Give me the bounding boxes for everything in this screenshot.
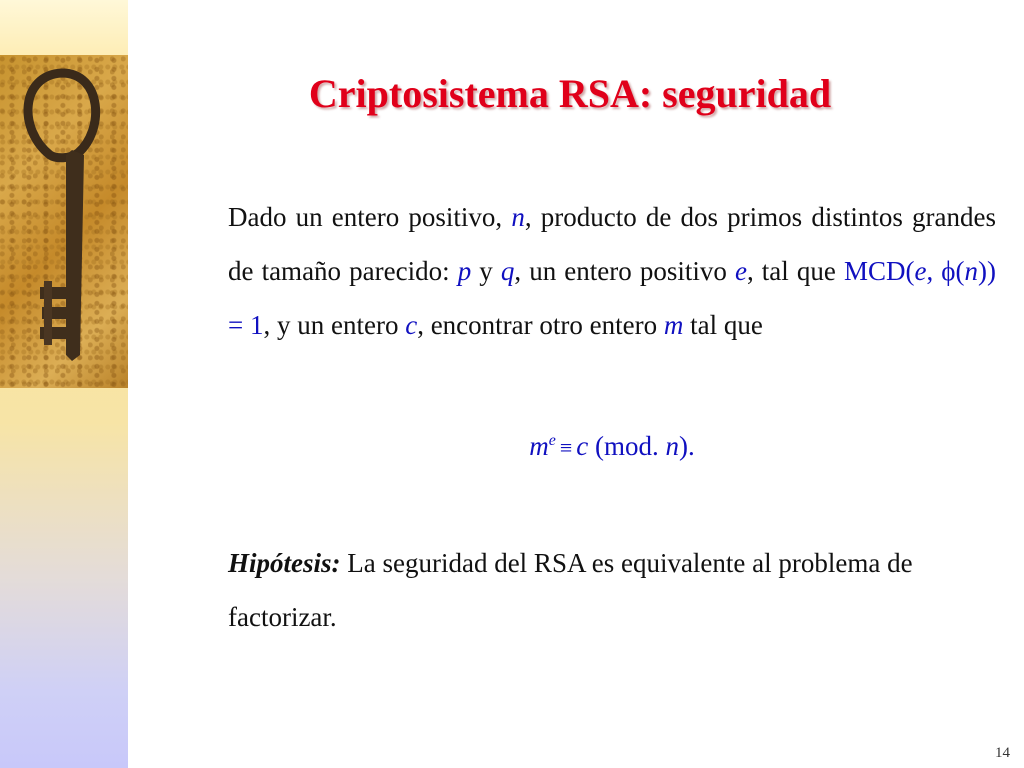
problem-statement: [228, 190, 996, 352]
text-segment: , un entero positivo: [514, 256, 735, 286]
var-c: c: [576, 431, 589, 461]
text-segment: , producto de dos primos distintos grandes de tamaño parecido:: [228, 202, 996, 286]
var-q: q: [500, 256, 515, 286]
page-number: 14: [995, 745, 1010, 761]
hypothesis: [228, 536, 996, 644]
text-segment: y: [471, 256, 501, 286]
var-n: n: [964, 256, 978, 286]
var-p: p: [457, 256, 472, 286]
gcd-open: MCD(: [843, 256, 915, 286]
var-m: m: [529, 431, 549, 461]
slide-title: Criptosistema RSA: seguridad: [308, 71, 832, 116]
mod-open: (mod.: [595, 431, 666, 461]
text-segment: Dado un entero positivo,: [228, 202, 512, 232]
var-c: c: [405, 310, 418, 340]
var-e: e: [914, 256, 927, 286]
var-n: n: [511, 202, 525, 232]
gcd-close: )) = 1: [228, 256, 996, 340]
congruence-icon: ≡: [559, 435, 573, 460]
hypothesis-text: La seguridad del RSA es equivalente al problema de factorizar.: [228, 548, 913, 632]
exponent-e: e: [548, 432, 556, 449]
sidebar-gradient: [0, 0, 128, 768]
mod-close: ).: [679, 431, 695, 461]
phi-open: , ϕ(: [926, 256, 965, 286]
text-segment: , tal que: [746, 256, 844, 286]
var-m: m: [663, 310, 684, 340]
var-n: n: [665, 431, 679, 461]
text-segment: , y un entero: [263, 310, 406, 340]
hypothesis-label: Hipótesis:: [228, 548, 341, 578]
key-image: [0, 55, 128, 388]
text-segment: , encontrar otro entero: [417, 310, 664, 340]
text-segment: tal que: [683, 310, 763, 340]
congruence-formula: [228, 414, 996, 475]
key-icon: [0, 55, 128, 388]
var-e: e: [734, 256, 747, 286]
